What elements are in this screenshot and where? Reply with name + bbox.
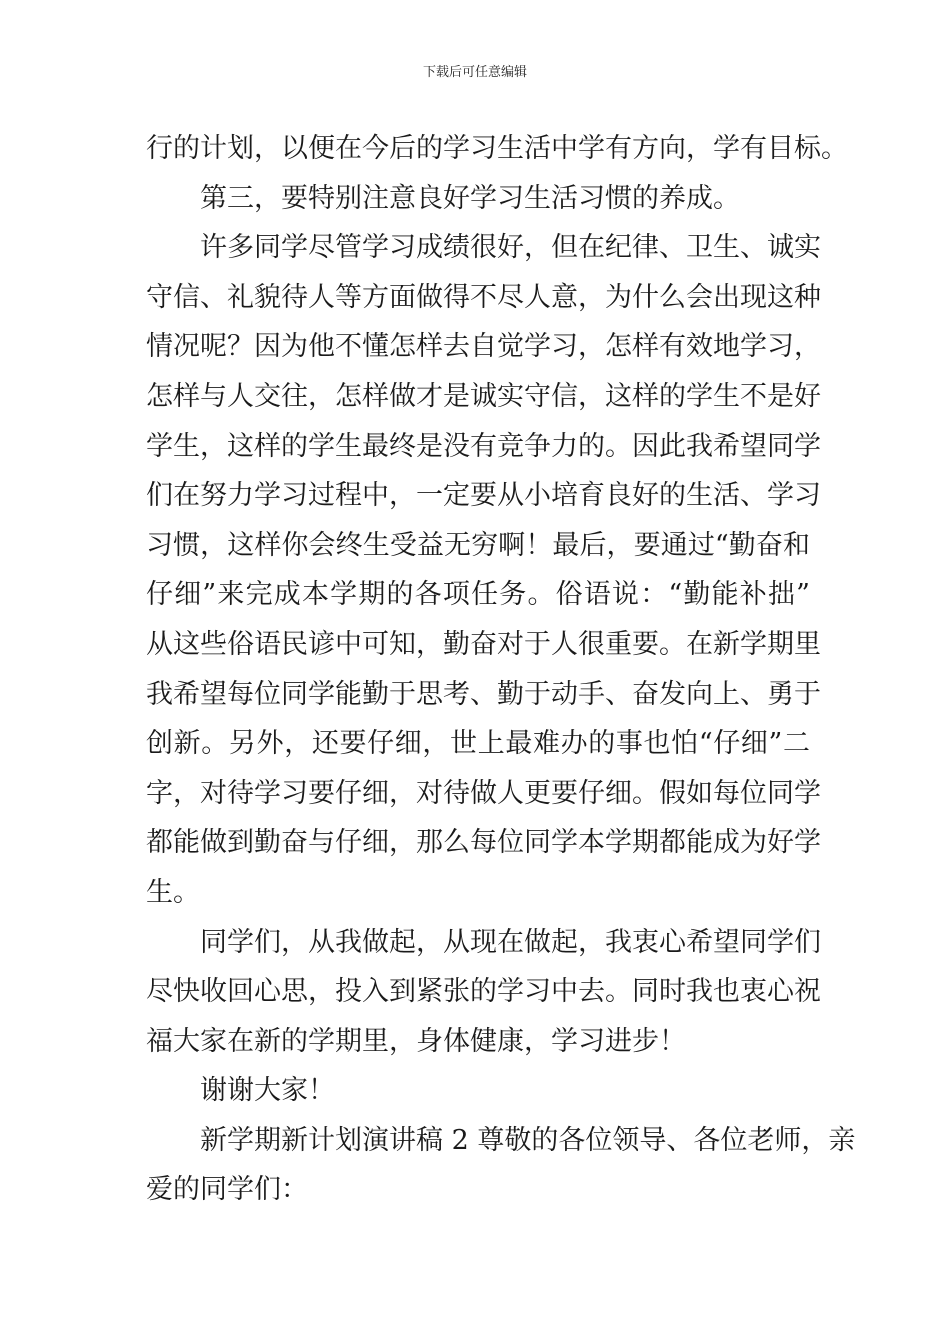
text-line: 情况呢？因为他不懂怎样去自觉学习，怎样有效地学习，	[146, 331, 821, 363]
text-line: 同学们，从我做起，从现在做起，我衷心希望同学们	[200, 926, 821, 958]
text-line: 们在努力学习过程中，一定要从小培育良好的生活、学习	[146, 480, 821, 512]
text-line: 谢谢大家！	[200, 1075, 335, 1107]
text-line: 从这些俗语民谚中可知，勤奋对于人很重要。在新学期里	[146, 628, 821, 660]
text-line: 行的计划，以便在今后的学习生活中学有方向，学有目标。	[146, 133, 848, 164]
document-body	[146, 124, 856, 1215]
text-line: 仔细”来完成本学期的各项任务。俗语说：“勤能补拙”	[146, 579, 810, 611]
text-line: 守信、礼貌待人等方面做得不尽人意，为什么会出现这种	[146, 281, 821, 313]
text-line: 创新。另外，还要仔细，世上最难办的事也怕“仔细”二	[146, 728, 810, 760]
text-line: 习惯，这样你会终生受益无穷啊！最后，要通过“勤奋和	[146, 529, 810, 561]
page-header: 下载后可任意编辑	[422, 65, 527, 80]
text-line: 第三，要特别注意良好学习生活习惯的养成。	[200, 182, 740, 214]
text-line: 爱的同学们：	[146, 1174, 308, 1206]
text-line: 学生，这样的学生最终是没有竞争力的。因此我希望同学	[146, 430, 821, 462]
text-line: 福大家在新的学期里，身体健康，学习进步！	[146, 1025, 686, 1057]
text-line: 怎样与人交往，怎样做才是诚实守信，这样的学生不是好	[146, 380, 821, 412]
text-line: 字，对待学习要仔细，对待做人更要仔细。假如每位同学	[146, 777, 821, 809]
text-line: 都能做到勤奋与仔细，那么每位同学本学期都能成为好学	[146, 827, 821, 859]
text-line: 生。	[146, 876, 200, 908]
text-line: 许多同学尽管学习成绩很好，但在纪律、卫生、诚实	[200, 232, 821, 264]
text-line: 新学期新计划演讲稿 2 尊敬的各位领导、各位老师，亲	[200, 1124, 856, 1156]
text-line: 尽快收回心思，投入到紧张的学习中去。同时我也衷心祝	[146, 976, 821, 1008]
text-line: 我希望每位同学能勤于思考、勤于动手、奋发向上、勇于	[146, 678, 821, 710]
